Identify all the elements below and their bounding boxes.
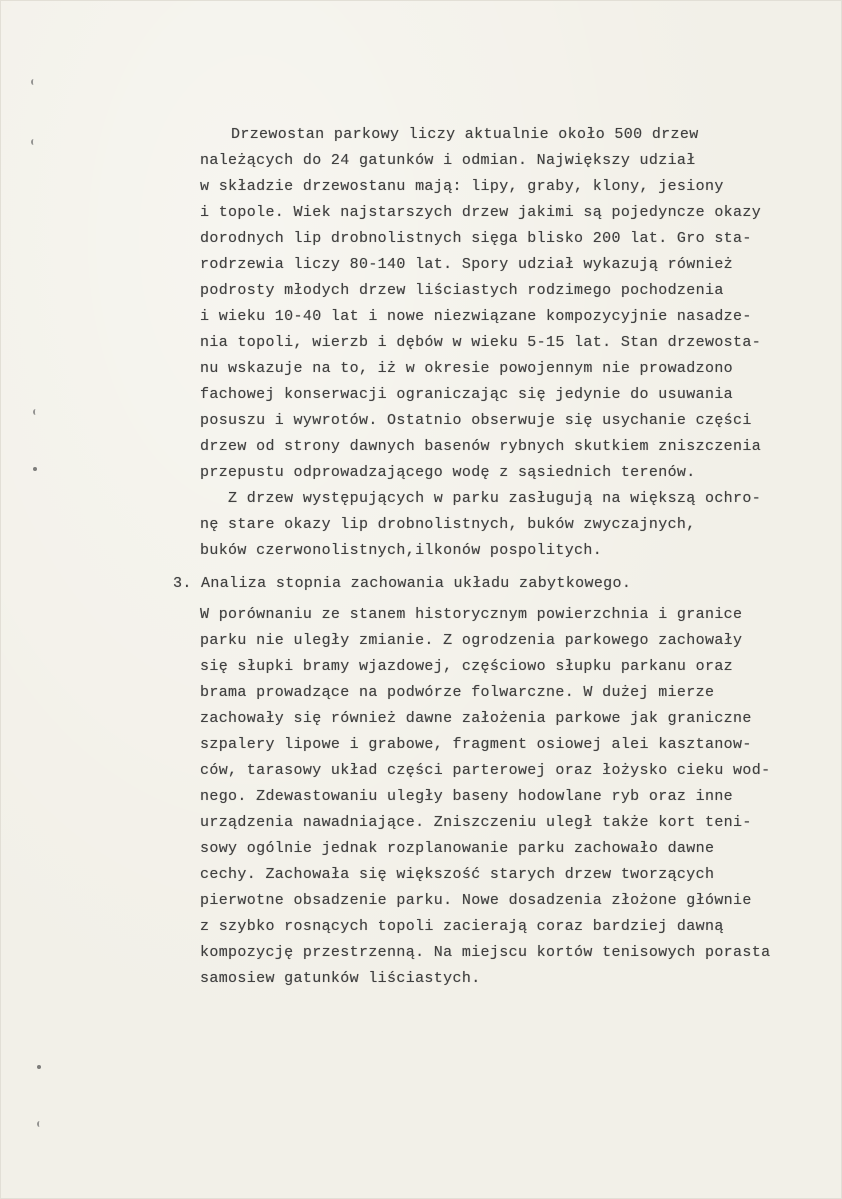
text-line: rodrzewia liczy 80-140 lat. Spory udział wykazują również — [200, 256, 734, 273]
margin-dot — [33, 467, 37, 471]
text-line: i wieku 10-40 lat i nowe niezwiązane kompozycyjnie nasadze- — [200, 308, 752, 325]
text-line: Drzewostan parkowy liczy aktualnie około 500 drzew — [231, 126, 699, 143]
text-line: W porównaniu ze stanem historycznym powierzchnia i granice — [200, 606, 743, 623]
text-line: Z drzew występujących w parku zasługują na większą ochro- — [200, 490, 762, 507]
text-line: sowy ogólnie jednak rozplanowanie parku zachowało dawne — [200, 840, 715, 857]
text-line: samosiew gatunków liściastych. — [200, 970, 481, 987]
text-line: brama prowadzące na podwórze folwarczne. W dużej mierze — [200, 684, 715, 701]
text-line: w składzie drzewostanu mają: lipy, graby, klony, jesiony — [200, 178, 724, 195]
margin-mark — [31, 79, 36, 85]
text-line: urządzenia nawadniające. Zniszczeniu uległ także kort teni- — [200, 814, 752, 831]
margin-mark — [33, 409, 38, 415]
text-line: nego. Zdewastowaniu uległy baseny hodowlane ryb oraz inne — [200, 788, 734, 805]
text-line: nę stare okazy lip drobnolistnych, buków zwyczajnych, — [200, 516, 696, 533]
text-line: ców, tarasowy układ części parterowej oraz łożysko cieku wod- — [200, 762, 771, 779]
text-line: pierwotne obsadzenie parku. Nowe dosadzenia złożone głównie — [200, 892, 752, 909]
text-line: podrosty młodych drzew liściastych rodzimego pochodzenia — [200, 282, 724, 299]
text-line: się słupki bramy wjazdowej, częściowo słupku parkanu oraz — [200, 658, 734, 675]
text-line: i topole. Wiek najstarszych drzew jakimi są pojedyncze okazy — [200, 204, 762, 221]
text-line: posuszu i wywrotów. Ostatnio obserwuje się usychanie części — [200, 412, 752, 429]
text-line: cechy. Zachowała się większość starych drzew tworzących — [200, 866, 715, 883]
text-line: z szybko rosnących topoli zacierają coraz bardziej dawną — [200, 918, 724, 935]
text-line: nia topoli, wierzb i dębów w wieku 5-15 lat. Stan drzewosta- — [200, 334, 762, 351]
text-line: drzew od strony dawnych basenów rybnych skutkiem zniszczenia — [200, 438, 762, 455]
section-heading: 3. Analiza stopnia zachowania układu zabytkowego. — [173, 575, 632, 592]
text-line: kompozycję przestrzenną. Na miejscu kortów tenisowych porasta — [200, 944, 771, 961]
text-line: szpalery lipowe i grabowe, fragment osiowej alei kasztanow- — [200, 736, 752, 753]
text-line: przepustu odprowadzającego wodę z sąsiednich terenów. — [200, 464, 696, 481]
text-line: fachowej konserwacji ograniczając się jedynie do usuwania — [200, 386, 734, 403]
margin-mark — [31, 139, 36, 145]
text-line: dorodnych lip drobnolistnych sięga blisko 200 lat. Gro sta- — [200, 230, 752, 247]
margin-dot — [37, 1065, 41, 1069]
text-line: zachowały się również dawne założenia parkowe jak graniczne — [200, 710, 752, 727]
text-line: parku nie uległy zmianie. Z ogrodzenia parkowego zachowały — [200, 632, 743, 649]
text-line: należących do 24 gatunków i odmian. Największy udział — [200, 152, 696, 169]
text-line: buków czerwonolistnych,ilkonów pospolitych. — [200, 542, 603, 559]
margin-mark — [37, 1121, 42, 1127]
text-line: nu wskazuje na to, iż w okresie powojennym nie prowadzono — [200, 360, 734, 377]
